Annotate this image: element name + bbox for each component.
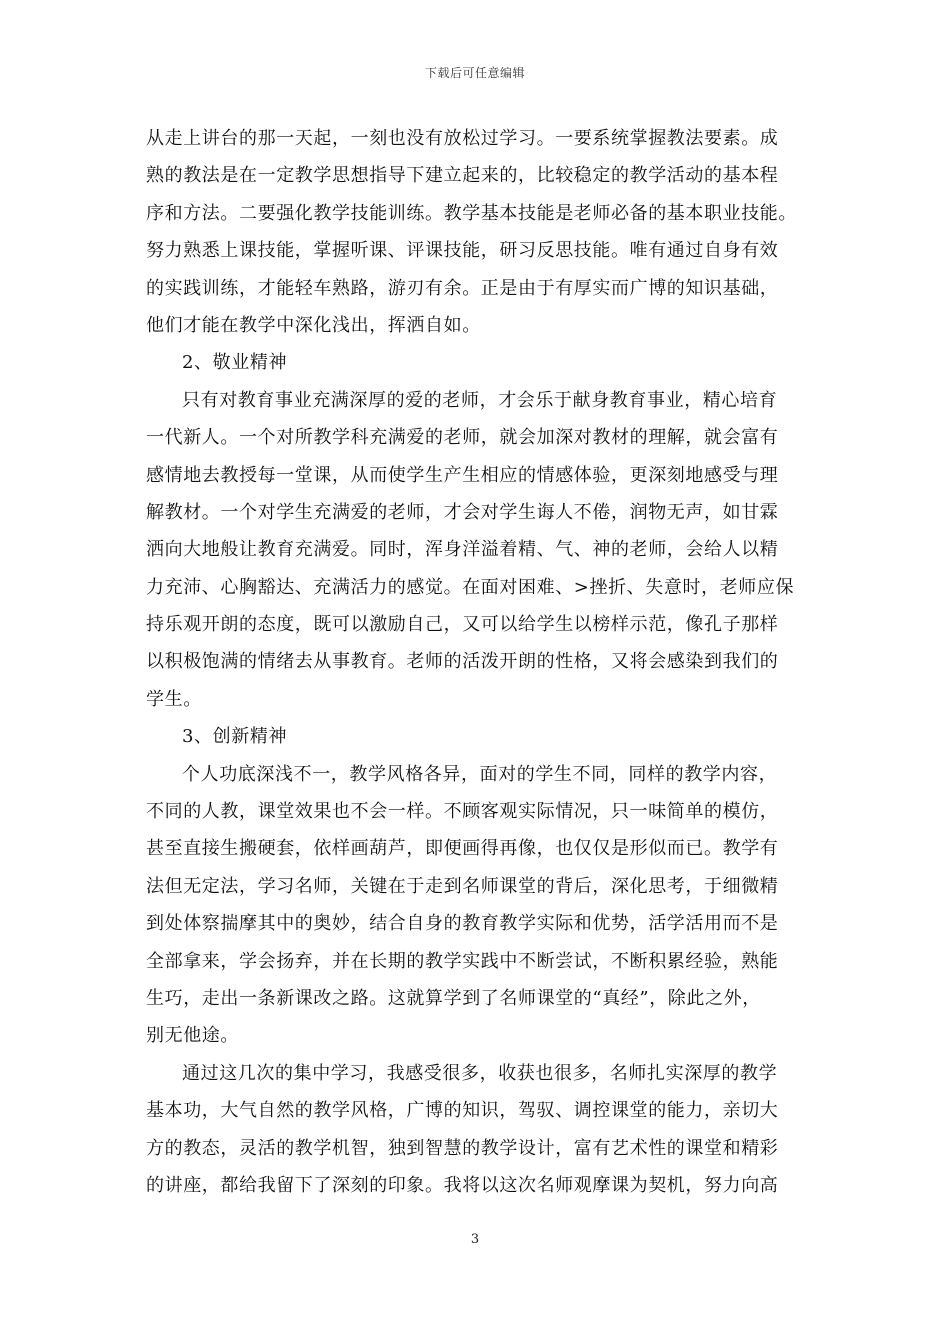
page-header: 下载后可任意编辑 (424, 66, 525, 80)
text-line: 法但无定法，学习名师，关键在于走到名师课堂的背后，深化思考，于细微精 (146, 875, 779, 897)
text-line: 解教材。一个对学生充满爱的老师，才会对学生诲人不倦，润物无声，如甘霖 (146, 501, 779, 523)
text-line: 学生。 (146, 688, 202, 710)
text-line: 的实践训练，才能轻车熟路，游刃有余。正是由于有厚实而广博的知识基础， (146, 277, 779, 299)
text-line: 只有对教育事业充满深厚的爱的老师，才会乐于献身教育事业，精心培育 (182, 389, 778, 411)
text-line: 力充沛、心胸豁达、充满活力的感觉。在面对困难、>挫折、失意时，老师应保 (146, 576, 795, 598)
text-line: 通过这几次的集中学习，我感受很多，收获也很多，名师扎实深厚的教学 (182, 1062, 778, 1084)
section-heading: 2、敬业精神 (182, 352, 288, 374)
text-line: 洒向大地般让教育充满爱。同时，浑身洋溢着精、气、神的老师，会给人以精 (146, 539, 779, 561)
text-line: 以积极饱满的情绪去从事教育。老师的活泼开朗的性格，又将会感染到我们的 (146, 651, 779, 673)
document-body (146, 120, 808, 1204)
text-line: 从走上讲台的那一天起，一刻也没有放松过学习。一要系统掌握教法要素。成 (146, 128, 779, 149)
text-line: 的讲座，都给我留下了深刻的印象。我将以这次名师观摩课为契机，努力向高 (146, 1174, 779, 1196)
paragraph (146, 120, 808, 344)
text-line: 甚至直接生搬硬套，依样画葫芦，即便画得再像，也仅仅是形似而已。教学有 (146, 838, 779, 860)
text-line: 努力熟悉上课技能，掌握听课、评课技能，研习反思技能。唯有通过自身有效 (146, 240, 779, 262)
text-line: 别无他途。 (146, 1025, 239, 1047)
text-line: 熟的教法是在一定教学思想指导下建立起来的，比较稳定的教学活动的基本程 (146, 165, 779, 187)
text-line: 全部拿来，学会扬弃，并在长期的教学实践中不断尝试，不断积累经验，熟能 (146, 950, 779, 972)
text-line: 生巧，走出一条新课改之路。这就算学到了名师课堂的“真经”，除此之外， (146, 987, 761, 1009)
text-line: 持乐观开朗的态度，既可以激励自己，又可以给学生以榜样示范，像孔子那样 (146, 614, 779, 636)
text-line: 感情地去教授每一堂课，从而使学生产生相应的情感体验，更深刻地感受与理 (146, 464, 779, 486)
text-line: 方的教态，灵活的教学机智，独到智慧的教学设计，富有艺术性的课堂和精彩 (146, 1137, 779, 1159)
text-line: 他们才能在教学中深化浅出，挥洒自如。 (146, 314, 481, 336)
page-number: 3 (470, 1232, 480, 1247)
text-line: 基本功，大气自然的教学风格，广博的知识，驾驭、调控课堂的能力，亲切大 (146, 1100, 779, 1122)
text-line: 序和方法。二要强化教学技能训练。教学基本技能是老师必备的基本职业技能。 (146, 202, 797, 224)
paragraph (146, 1055, 808, 1205)
text-line: 个人功底深浅不一，教学风格各异，面对的学生不同，同样的教学内容， (182, 763, 778, 785)
text-line: 不同的人教，课堂效果也不会一样。不顾客观实际情况，只一味简单的模仿， (146, 801, 779, 823)
paragraph (146, 382, 808, 719)
text-line: 一代新人。一个对所教学科充满爱的老师，就会加深对教材的理解，就会富有 (146, 427, 779, 449)
paragraph (146, 756, 808, 1055)
section-heading: 3、创新精神 (182, 726, 288, 748)
text-line: 到处体察揣摩其中的奥妙，结合自身的教育教学实际和优势，活学活用而不是 (146, 913, 779, 935)
